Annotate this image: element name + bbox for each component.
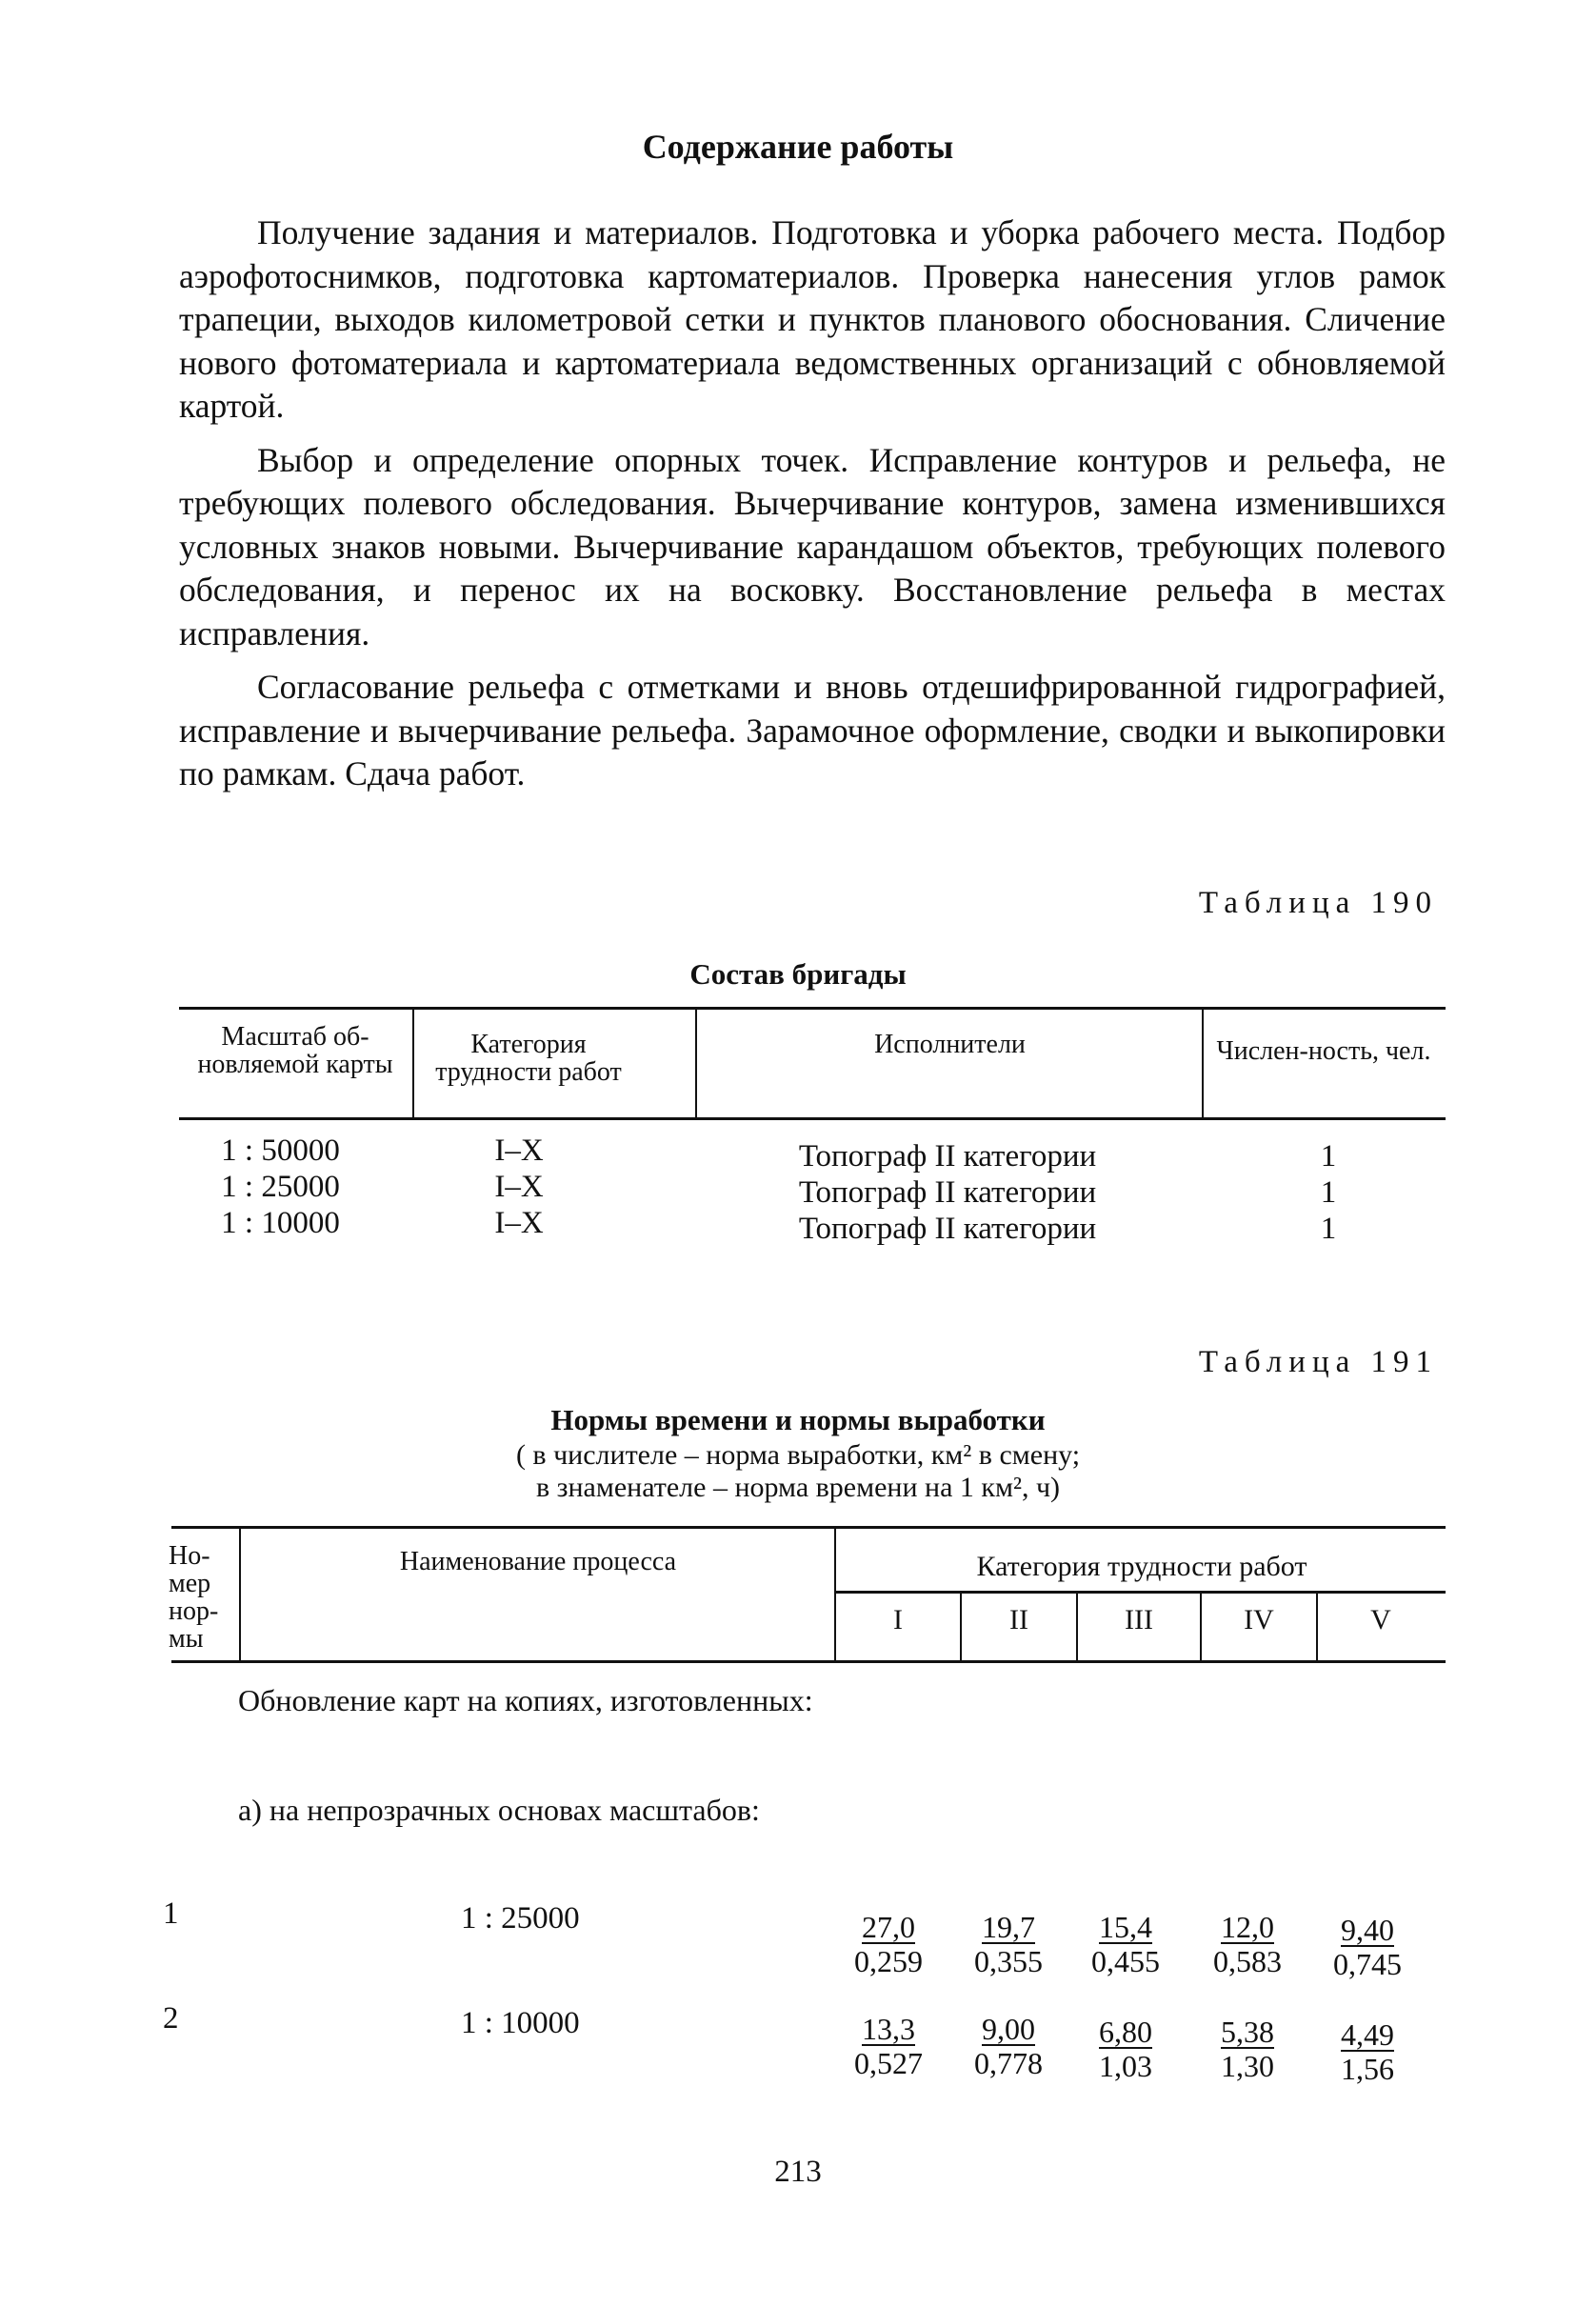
fraction-denominator: 1,56 — [1341, 2052, 1394, 2086]
table-divider — [695, 1009, 697, 1117]
fraction-denominator: 0,455 — [1091, 1944, 1160, 1978]
paragraph: Получение задания и материалов. Подготовка и уборка рабочего места. Подбор аэрофотоснимков, подготовка картоматериалов. Проверка нанесения углов рамок трапеции, выходов километровой сетки и пунктов планового обоснования. Сличение нового фотоматериала и картоматериала ведомственных организаций с обновляемой картой. — [179, 213, 1446, 425]
fraction-numerator: 5,38 — [1221, 2015, 1274, 2049]
fraction-denominator: 0,583 — [1213, 1944, 1282, 1978]
table-190-title: Состав бригады — [689, 957, 907, 991]
table-191-subtitle — [0, 1439, 1596, 1504]
fraction-numerator: 13,3 — [862, 2012, 915, 2046]
category-header: IV — [1244, 1604, 1274, 1635]
table-cell: 1 : 25000 — [221, 1170, 340, 1204]
fraction-denominator: 1,30 — [1221, 2049, 1274, 2083]
table-cell: 1 : 50000 — [221, 1133, 340, 1168]
table-cell: 1 — [1320, 1212, 1337, 1246]
fraction-cell — [831, 2012, 946, 2080]
fraction-numerator: 19,7 — [982, 1910, 1035, 1944]
scale-label: 1 : 25000 — [461, 1901, 580, 1936]
column-header: Исполнители — [874, 1030, 1026, 1059]
fraction-cell — [831, 1910, 946, 1978]
fraction-cell — [1190, 1910, 1305, 1978]
category-header: V — [1370, 1604, 1391, 1635]
table-divider — [239, 1528, 241, 1660]
norm-number: 2 — [163, 2001, 179, 2036]
table-divider — [1316, 1593, 1318, 1660]
fraction-denominator: 0,527 — [854, 2046, 923, 2080]
subtitle-line: ( в числителе – норма выработки, км² в смену; — [515, 1439, 1081, 1471]
table-cell: Топограф II категории — [798, 1139, 1097, 1174]
group-label: Обновление карт на копиях, изготовленных: — [238, 1683, 813, 1717]
table-cell: I–X — [494, 1170, 544, 1204]
fraction-numerator: 4,49 — [1341, 2017, 1394, 2052]
fraction-denominator: 0,745 — [1333, 1947, 1402, 1981]
fraction-cell — [951, 2012, 1066, 2080]
group-label: а) на непрозрачных основах масштабов: — [238, 1793, 760, 1827]
column-header: Но-мер нор-мы — [169, 1541, 219, 1654]
fraction-numerator: 15,4 — [1099, 1910, 1152, 1944]
fraction-cell — [1310, 2017, 1425, 2086]
fraction-cell — [1068, 1910, 1183, 1978]
fraction-cell — [1190, 2015, 1305, 2083]
table-cell: 1 : 10000 — [221, 1206, 340, 1240]
table-190-caption: Таблица 190 — [1198, 886, 1438, 920]
table-cell: Топограф II категории — [798, 1212, 1097, 1246]
fraction-denominator: 1,03 — [1099, 2049, 1152, 2083]
table-divider — [1200, 1593, 1202, 1660]
norm-number: 1 — [163, 1896, 179, 1931]
fraction-denominator: 0,778 — [974, 2046, 1043, 2080]
fraction-denominator: 0,355 — [974, 1944, 1043, 1978]
paragraph: Выбор и определение опорных точек. Исправление контуров и рельефа, не требующих полевого обследования. Вычерчивание контуров, замена изменившихся условных знаков новыми. Вычерчивание карандашом объектов, требующих полевого обследования, и перенос их на восковку. Восстановление рельефа в местах исправления. — [179, 440, 1446, 652]
table-rule — [171, 1526, 1446, 1529]
table-divider — [834, 1528, 836, 1660]
fraction-cell — [1068, 2015, 1183, 2083]
scale-label: 1 : 10000 — [461, 2006, 580, 2040]
paragraph: Согласование рельефа с отметками и вновь отдешифрированной гидрографией, исправление и вычерчивание рельефа. Зарамочное оформление, сводки и выкопировки по рамкам. Сдача работ. — [179, 668, 1446, 792]
column-header: Категория трудности работ — [435, 1030, 622, 1087]
table-cell: I–X — [494, 1133, 544, 1168]
section-title: Содержание работы — [642, 128, 954, 166]
fraction-numerator: 12,0 — [1221, 1910, 1274, 1944]
table-191-caption: Таблица 191 — [1198, 1345, 1438, 1379]
table-rule — [179, 1007, 1446, 1010]
table-divider — [1202, 1009, 1204, 1117]
fraction-numerator: 27,0 — [862, 1910, 915, 1944]
table-cell: 1 — [1320, 1139, 1337, 1174]
category-header: III — [1125, 1604, 1153, 1635]
table-divider — [960, 1593, 962, 1660]
table-rule — [171, 1660, 1446, 1663]
table-divider — [412, 1009, 414, 1117]
column-header: Числен-ность, чел. — [1216, 1036, 1431, 1066]
table-divider — [1076, 1593, 1078, 1660]
fraction-numerator: 6,80 — [1099, 2015, 1152, 2049]
category-header: II — [1009, 1604, 1028, 1635]
fraction-cell — [1310, 1913, 1425, 1981]
table-cell: 1 — [1320, 1175, 1337, 1210]
column-header: Категория трудности работ — [976, 1551, 1307, 1582]
page-number: 213 — [774, 2155, 822, 2189]
subtitle-line: в знаменателе – норма времени на 1 км², ч) — [535, 1472, 1061, 1503]
table-rule — [179, 1117, 1446, 1120]
table-cell: I–X — [494, 1206, 544, 1240]
fraction-cell — [951, 1910, 1066, 1978]
table-191-title: Нормы времени и нормы выработки — [550, 1403, 1046, 1436]
category-header: I — [893, 1604, 903, 1635]
column-header: Масштаб об-новляемой карты — [197, 1022, 393, 1079]
table-cell: Топограф II категории — [798, 1175, 1097, 1210]
table-rule — [834, 1591, 1446, 1594]
fraction-numerator: 9,40 — [1341, 1913, 1394, 1947]
column-header: Наименование процесса — [399, 1547, 677, 1576]
fraction-numerator: 9,00 — [982, 2012, 1035, 2046]
fraction-denominator: 0,259 — [854, 1944, 923, 1978]
